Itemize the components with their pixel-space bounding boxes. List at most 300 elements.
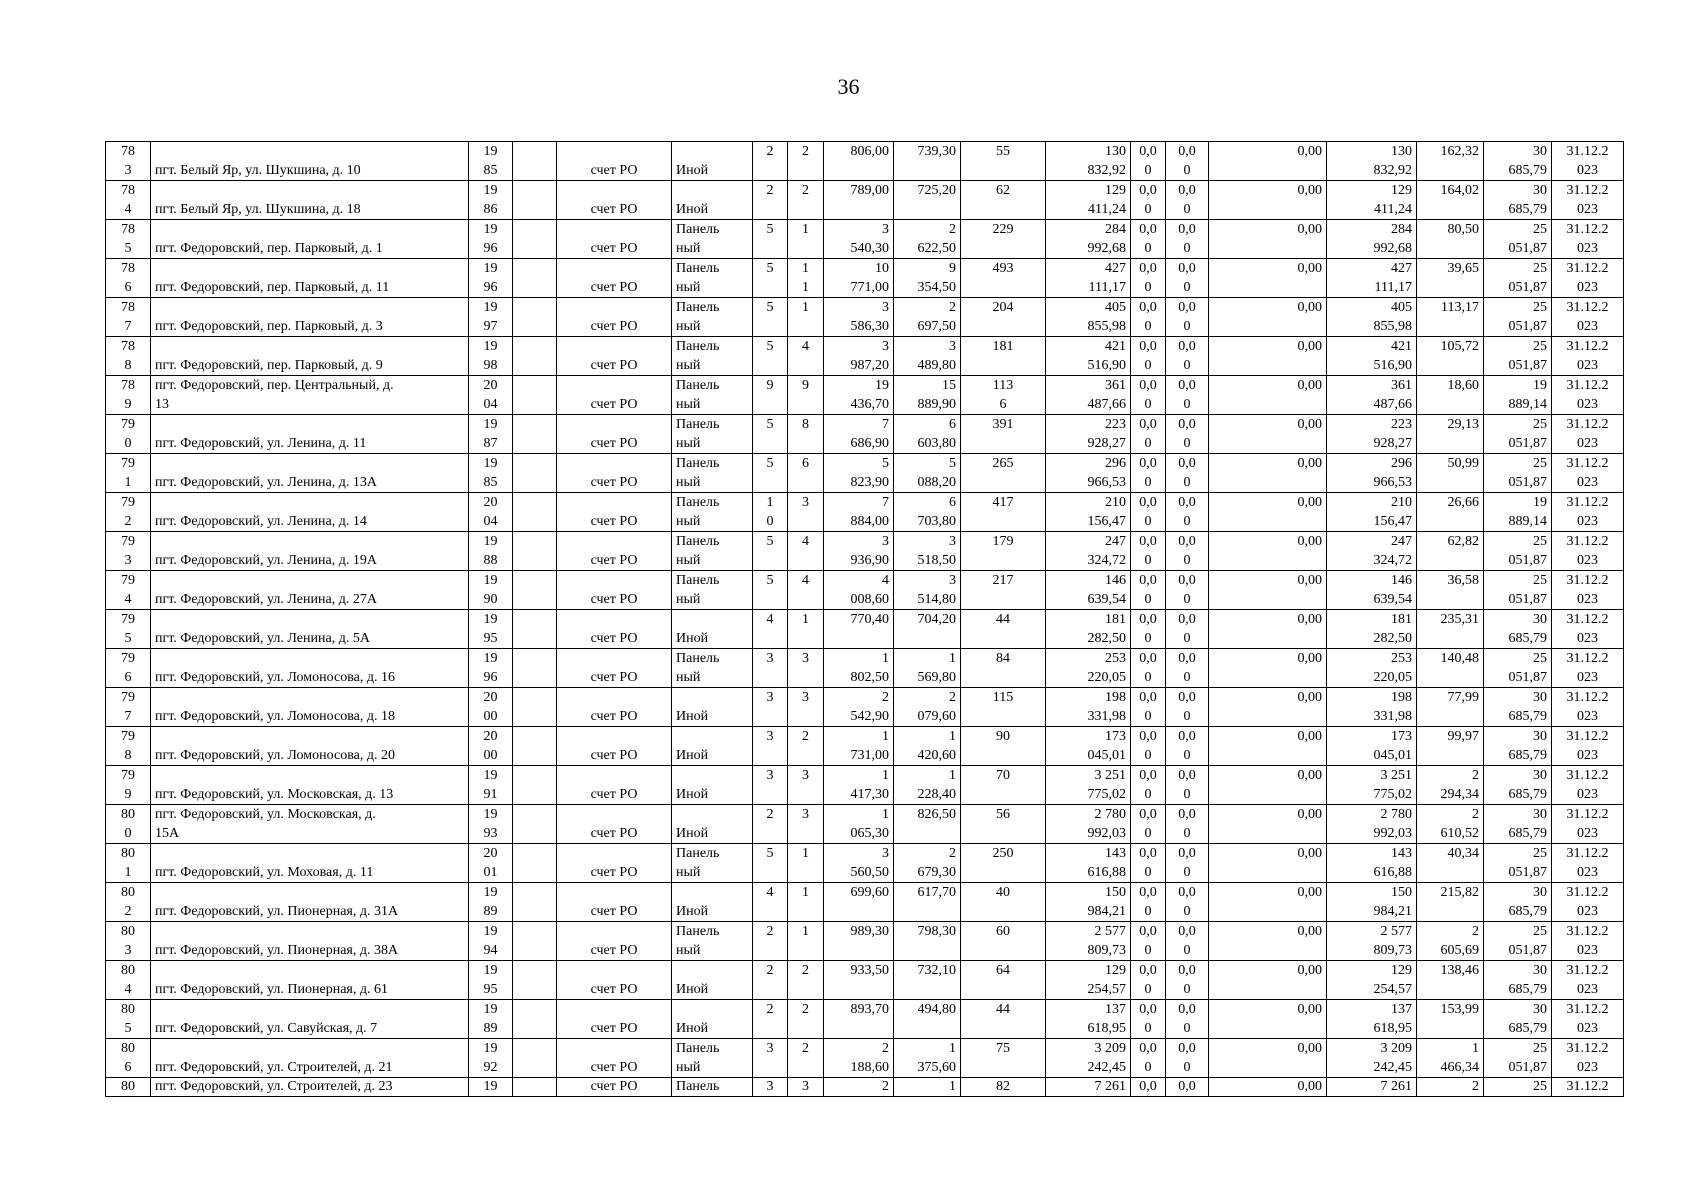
cell-cost: 3 209 242,45 <box>1046 1039 1131 1078</box>
cell-cell-a: 0,0 0 <box>1131 142 1166 181</box>
cell-floors: 9 <box>753 376 788 415</box>
cell-cell-c: 0,00 <box>1209 922 1327 961</box>
cell-limit-cost: 30 685,79 <box>1484 1000 1552 1039</box>
table-row <box>106 493 1624 532</box>
cell-unit-cost: 77,99 <box>1417 688 1484 727</box>
cell-residents: 217 <box>961 571 1046 610</box>
cell-total-area: 1 802,50 <box>824 649 894 688</box>
cell-residents: 493 <box>961 259 1046 298</box>
cell-unit-cost: 2 <box>1417 1078 1484 1097</box>
cell-wall-material: Иной <box>672 766 753 805</box>
cell-living-area: 6 703,80 <box>894 493 961 532</box>
cell-limit-cost: 25 <box>1484 1078 1552 1097</box>
cell-wall-material: Панель ный <box>672 844 753 883</box>
cell-entrances: 4 <box>788 532 824 571</box>
cell-cell-c: 0,00 <box>1209 337 1327 376</box>
cell-total-cost: 137 618,95 <box>1327 1000 1417 1039</box>
cell-empty-cell <box>513 337 557 376</box>
cell-deadline: 31.12.2 023 <box>1552 610 1624 649</box>
cell-unit-cost: 2 605,69 <box>1417 922 1484 961</box>
cell-unit-cost: 2 294,34 <box>1417 766 1484 805</box>
table-row <box>106 688 1624 727</box>
cell-account-type: счет РО <box>557 298 672 337</box>
cell-living-area: 739,30 <box>894 142 961 181</box>
cell-cell-a: 0,0 0 <box>1131 805 1166 844</box>
cell-empty-cell <box>513 181 557 220</box>
cell-year: 20 01 <box>469 844 513 883</box>
cell-living-area: 9 354,50 <box>894 259 961 298</box>
cell-floors: 3 <box>753 766 788 805</box>
cell-floors: 4 <box>753 610 788 649</box>
cell-cost: 146 639,54 <box>1046 571 1131 610</box>
cell-cost: 284 992,68 <box>1046 220 1131 259</box>
cell-total-area: 789,00 <box>824 181 894 220</box>
cell-floors: 5 <box>753 298 788 337</box>
cell-total-area: 893,70 <box>824 1000 894 1039</box>
cell-row-number: 78 7 <box>106 298 151 337</box>
cell-total-cost: 2 780 992,03 <box>1327 805 1417 844</box>
cell-cell-a: 0,0 0 <box>1131 415 1166 454</box>
cell-cell-a: 0,0 <box>1131 1078 1166 1097</box>
cell-total-area: 989,30 <box>824 922 894 961</box>
cell-limit-cost: 30 685,79 <box>1484 688 1552 727</box>
cell-unit-cost: 26,66 <box>1417 493 1484 532</box>
cell-living-area: 6 603,80 <box>894 415 961 454</box>
cell-empty-cell <box>513 1039 557 1078</box>
cell-entrances: 2 <box>788 181 824 220</box>
cell-cell-c: 0,00 <box>1209 376 1327 415</box>
cell-entrances: 2 <box>788 961 824 1000</box>
cell-empty-cell <box>513 805 557 844</box>
table-row-partial <box>106 1078 1624 1097</box>
cell-cost: 198 331,98 <box>1046 688 1131 727</box>
cell-year: 19 94 <box>469 922 513 961</box>
cell-residents: 181 <box>961 337 1046 376</box>
cell-address: пгт. Федоровский, ул. Ломоносова, д. 20 <box>151 727 469 766</box>
cell-unit-cost: 153,99 <box>1417 1000 1484 1039</box>
cell-year: 20 04 <box>469 493 513 532</box>
cell-limit-cost: 30 685,79 <box>1484 961 1552 1000</box>
cell-floors: 5 <box>753 337 788 376</box>
cell-address: пгт. Федоровский, ул. Ленина, д. 14 <box>151 493 469 532</box>
cell-wall-material: Панель ный <box>672 337 753 376</box>
cell-cell-a: 0,0 0 <box>1131 220 1166 259</box>
cell-account-type: счет РО <box>557 532 672 571</box>
cell-empty-cell <box>513 493 557 532</box>
cell-year: 19 88 <box>469 532 513 571</box>
cell-row-number: 80 4 <box>106 961 151 1000</box>
cell-cell-c: 0,00 <box>1209 259 1327 298</box>
cell-row-number: 80 0 <box>106 805 151 844</box>
cell-floors: 3 <box>753 688 788 727</box>
cell-empty-cell <box>513 376 557 415</box>
cell-entrances: 4 <box>788 337 824 376</box>
cell-limit-cost: 30 685,79 <box>1484 883 1552 922</box>
cell-address: пгт. Федоровский, ул. Пионерная, д. 61 <box>151 961 469 1000</box>
cell-cell-c: 0,00 <box>1209 142 1327 181</box>
cell-deadline: 31.12.2 023 <box>1552 181 1624 220</box>
cell-row-number: 79 1 <box>106 454 151 493</box>
table-row <box>106 142 1624 181</box>
table-row <box>106 376 1624 415</box>
cell-limit-cost: 19 889,14 <box>1484 376 1552 415</box>
cell-cell-a: 0,0 0 <box>1131 649 1166 688</box>
cell-empty-cell <box>513 1078 557 1097</box>
cell-wall-material: Иной <box>672 727 753 766</box>
cell-limit-cost: 25 051,87 <box>1484 220 1552 259</box>
cell-entrances: 8 <box>788 415 824 454</box>
cell-floors: 4 <box>753 883 788 922</box>
cell-deadline: 31.12.2 <box>1552 1078 1624 1097</box>
cell-residents: 44 <box>961 1000 1046 1039</box>
cell-unit-cost: 18,60 <box>1417 376 1484 415</box>
cell-unit-cost: 113,17 <box>1417 298 1484 337</box>
cell-address: пгт. Федоровский, ул. Савуйская, д. 7 <box>151 1000 469 1039</box>
cell-address: пгт. Федоровский, ул. Пионерная, д. 31А <box>151 883 469 922</box>
cell-living-area: 798,30 <box>894 922 961 961</box>
cell-entrances: 1 <box>788 883 824 922</box>
cell-year: 19 93 <box>469 805 513 844</box>
cell-unit-cost: 80,50 <box>1417 220 1484 259</box>
cell-total-cost: 173 045,01 <box>1327 727 1417 766</box>
cell-living-area: 15 889,90 <box>894 376 961 415</box>
cell-residents: 44 <box>961 610 1046 649</box>
cell-deadline: 31.12.2 023 <box>1552 298 1624 337</box>
cell-cost: 361 487,66 <box>1046 376 1131 415</box>
cell-cell-b: 0,0 0 <box>1166 337 1209 376</box>
cell-limit-cost: 25 051,87 <box>1484 337 1552 376</box>
cell-empty-cell <box>513 688 557 727</box>
cell-cell-c: 0,00 <box>1209 961 1327 1000</box>
table-row <box>106 1039 1624 1078</box>
cell-entrances: 1 <box>788 844 824 883</box>
cell-empty-cell <box>513 1000 557 1039</box>
cell-wall-material: Панель ный <box>672 493 753 532</box>
table-row <box>106 259 1624 298</box>
cell-deadline: 31.12.2 023 <box>1552 844 1624 883</box>
cell-deadline: 31.12.2 023 <box>1552 571 1624 610</box>
cell-wall-material: Панель ный <box>672 571 753 610</box>
cell-residents: 84 <box>961 649 1046 688</box>
cell-row-number: 79 7 <box>106 688 151 727</box>
cell-total-area: 933,50 <box>824 961 894 1000</box>
cell-empty-cell <box>513 259 557 298</box>
table-row <box>106 298 1624 337</box>
cell-account-type: счет РО <box>557 220 672 259</box>
cell-total-area: 7 884,00 <box>824 493 894 532</box>
cell-residents: 40 <box>961 883 1046 922</box>
cell-living-area: 3 518,50 <box>894 532 961 571</box>
cell-wall-material: Иной <box>672 142 753 181</box>
cell-wall-material: Иной <box>672 805 753 844</box>
cell-living-area: 2 679,30 <box>894 844 961 883</box>
cell-total-cost: 146 639,54 <box>1327 571 1417 610</box>
cell-cell-a: 0,0 0 <box>1131 181 1166 220</box>
cell-floors: 5 <box>753 220 788 259</box>
cell-total-area: 1 731,00 <box>824 727 894 766</box>
cell-floors: 5 <box>753 259 788 298</box>
cell-cell-c: 0,00 <box>1209 649 1327 688</box>
cell-row-number: 80 5 <box>106 1000 151 1039</box>
cell-wall-material: Панель ный <box>672 532 753 571</box>
cell-cost: 181 282,50 <box>1046 610 1131 649</box>
cell-cost: 150 984,21 <box>1046 883 1131 922</box>
cell-wall-material: Иной <box>672 688 753 727</box>
cell-unit-cost: 162,32 <box>1417 142 1484 181</box>
cell-cell-a: 0,0 0 <box>1131 727 1166 766</box>
cell-row-number: 79 0 <box>106 415 151 454</box>
cell-total-cost: 129 411,24 <box>1327 181 1417 220</box>
cell-empty-cell <box>513 844 557 883</box>
cell-cost: 2 780 992,03 <box>1046 805 1131 844</box>
cell-year: 19 95 <box>469 961 513 1000</box>
cell-row-number: 78 4 <box>106 181 151 220</box>
cell-cell-a: 0,0 0 <box>1131 259 1166 298</box>
cell-year: 19 97 <box>469 298 513 337</box>
cell-row-number: 78 9 <box>106 376 151 415</box>
cell-empty-cell <box>513 415 557 454</box>
cell-cost: 247 324,72 <box>1046 532 1131 571</box>
cell-empty-cell <box>513 766 557 805</box>
cell-entrances: 2 <box>788 727 824 766</box>
cell-cell-b: 0,0 0 <box>1166 532 1209 571</box>
cell-total-cost: 427 111,17 <box>1327 259 1417 298</box>
cell-row-number: 78 3 <box>106 142 151 181</box>
cell-cell-b: 0,0 0 <box>1166 181 1209 220</box>
cell-empty-cell <box>513 883 557 922</box>
cell-cell-c: 0,00 <box>1209 298 1327 337</box>
cell-living-area: 1 <box>894 1078 961 1097</box>
cell-deadline: 31.12.2 023 <box>1552 1000 1624 1039</box>
cell-empty-cell <box>513 649 557 688</box>
table-row <box>106 337 1624 376</box>
cell-wall-material: Панель ный <box>672 259 753 298</box>
cell-total-cost: 210 156,47 <box>1327 493 1417 532</box>
table-row <box>106 571 1624 610</box>
cell-total-area: 4 008,60 <box>824 571 894 610</box>
cell-entrances: 1 <box>788 610 824 649</box>
cell-account-type: счет РО <box>557 1078 672 1097</box>
cell-empty-cell <box>513 610 557 649</box>
cell-address: пгт. Федоровский, ул. Строителей, д. 21 <box>151 1039 469 1078</box>
cell-cell-c: 0,00 <box>1209 1039 1327 1078</box>
cell-cell-c: 0,00 <box>1209 688 1327 727</box>
cell-total-cost: 3 251 775,02 <box>1327 766 1417 805</box>
cell-year: 19 95 <box>469 610 513 649</box>
cell-total-cost: 150 984,21 <box>1327 883 1417 922</box>
cell-row-number: 80 6 <box>106 1039 151 1078</box>
cell-floors: 2 <box>753 922 788 961</box>
cell-unit-cost: 50,99 <box>1417 454 1484 493</box>
cell-total-area: 2 188,60 <box>824 1039 894 1078</box>
cell-cell-c: 0,00 <box>1209 610 1327 649</box>
cell-cell-b: 0,0 0 <box>1166 454 1209 493</box>
cell-floors: 5 <box>753 532 788 571</box>
cell-address: пгт. Федоровский, ул. Ленина, д. 5А <box>151 610 469 649</box>
cell-floors: 5 <box>753 844 788 883</box>
cell-total-cost: 253 220,05 <box>1327 649 1417 688</box>
cell-unit-cost: 39,65 <box>1417 259 1484 298</box>
cell-unit-cost: 235,31 <box>1417 610 1484 649</box>
cell-year: 19 86 <box>469 181 513 220</box>
cell-total-area: 5 823,90 <box>824 454 894 493</box>
cell-entrances: 2 <box>788 1039 824 1078</box>
cell-limit-cost: 30 685,79 <box>1484 142 1552 181</box>
cell-account-type: счет РО <box>557 493 672 532</box>
cell-row-number: 79 2 <box>106 493 151 532</box>
cell-empty-cell <box>513 298 557 337</box>
cell-account-type: счет РО <box>557 727 672 766</box>
cell-cell-b: 0,0 0 <box>1166 649 1209 688</box>
cell-cost: 130 832,92 <box>1046 142 1131 181</box>
cell-row-number: 80 <box>106 1078 151 1097</box>
cell-floors: 2 <box>753 181 788 220</box>
cell-entrances: 2 <box>788 1000 824 1039</box>
cell-residents: 62 <box>961 181 1046 220</box>
cell-cell-c: 0,00 <box>1209 805 1327 844</box>
cell-empty-cell <box>513 961 557 1000</box>
cell-cell-c: 0,00 <box>1209 181 1327 220</box>
cell-deadline: 31.12.2 023 <box>1552 961 1624 1000</box>
cell-residents: 250 <box>961 844 1046 883</box>
cell-cell-b: 0,0 0 <box>1166 844 1209 883</box>
cell-total-area: 770,40 <box>824 610 894 649</box>
cell-address: пгт. Федоровский, ул. Ломоносова, д. 18 <box>151 688 469 727</box>
cell-total-cost: 247 324,72 <box>1327 532 1417 571</box>
cell-row-number: 80 3 <box>106 922 151 961</box>
cell-limit-cost: 30 685,79 <box>1484 805 1552 844</box>
cell-cell-a: 0,0 0 <box>1131 844 1166 883</box>
cell-total-cost: 2 577 809,73 <box>1327 922 1417 961</box>
cell-cell-c: 0,00 <box>1209 844 1327 883</box>
cell-account-type: счет РО <box>557 961 672 1000</box>
cell-row-number: 79 5 <box>106 610 151 649</box>
cell-year: 20 00 <box>469 688 513 727</box>
cell-account-type: счет РО <box>557 181 672 220</box>
cell-entrances: 3 <box>788 805 824 844</box>
cell-deadline: 31.12.2 023 <box>1552 259 1624 298</box>
cell-floors: 3 <box>753 1078 788 1097</box>
cell-total-cost: 130 832,92 <box>1327 142 1417 181</box>
cell-limit-cost: 30 685,79 <box>1484 181 1552 220</box>
cell-cell-b: 0,0 0 <box>1166 571 1209 610</box>
cell-cell-c: 0,00 <box>1209 220 1327 259</box>
cell-residents: 56 <box>961 805 1046 844</box>
cell-account-type: счет РО <box>557 415 672 454</box>
table-row <box>106 1000 1624 1039</box>
cell-deadline: 31.12.2 023 <box>1552 1039 1624 1078</box>
cell-deadline: 31.12.2 023 <box>1552 376 1624 415</box>
cell-residents: 60 <box>961 922 1046 961</box>
cell-deadline: 31.12.2 023 <box>1552 688 1624 727</box>
cell-unit-cost: 140,48 <box>1417 649 1484 688</box>
cell-residents: 115 <box>961 688 1046 727</box>
cell-living-area: 617,70 <box>894 883 961 922</box>
cell-residents: 113 6 <box>961 376 1046 415</box>
cell-total-area: 3 540,30 <box>824 220 894 259</box>
cell-row-number: 79 3 <box>106 532 151 571</box>
cell-total-area: 3 560,50 <box>824 844 894 883</box>
cell-address: пгт. Федоровский, пер. Парковый, д. 3 <box>151 298 469 337</box>
cell-entrances: 3 <box>788 649 824 688</box>
cell-living-area: 1 375,60 <box>894 1039 961 1078</box>
cell-living-area: 1 228,40 <box>894 766 961 805</box>
cell-address: пгт. Федоровский, ул. Ленина, д. 19А <box>151 532 469 571</box>
cell-limit-cost: 30 685,79 <box>1484 766 1552 805</box>
cell-deadline: 31.12.2 023 <box>1552 766 1624 805</box>
cell-empty-cell <box>513 922 557 961</box>
cell-residents: 70 <box>961 766 1046 805</box>
cell-row-number: 79 4 <box>106 571 151 610</box>
cell-total-area: 3 987,20 <box>824 337 894 376</box>
cell-cell-b: 0,0 0 <box>1166 922 1209 961</box>
cell-cell-c: 0,00 <box>1209 454 1327 493</box>
cell-deadline: 31.12.2 023 <box>1552 883 1624 922</box>
cell-cell-a: 0,0 0 <box>1131 493 1166 532</box>
cell-unit-cost: 215,82 <box>1417 883 1484 922</box>
cell-year: 19 96 <box>469 649 513 688</box>
cell-living-area: 5 088,20 <box>894 454 961 493</box>
cell-empty-cell <box>513 571 557 610</box>
cell-wall-material: Панель ный <box>672 649 753 688</box>
cell-floors: 2 <box>753 1000 788 1039</box>
cell-total-area: 19 436,70 <box>824 376 894 415</box>
cell-cost: 7 261 <box>1046 1078 1131 1097</box>
cell-cell-a: 0,0 0 <box>1131 883 1166 922</box>
cell-cell-b: 0,0 0 <box>1166 415 1209 454</box>
cell-deadline: 31.12.2 023 <box>1552 454 1624 493</box>
cell-entrances: 1 1 <box>788 259 824 298</box>
cell-cell-c: 0,00 <box>1209 883 1327 922</box>
buildings-table <box>105 141 1624 1097</box>
cell-deadline: 31.12.2 023 <box>1552 727 1624 766</box>
cell-cost: 129 254,57 <box>1046 961 1131 1000</box>
cell-cost: 143 616,88 <box>1046 844 1131 883</box>
cell-row-number: 79 9 <box>106 766 151 805</box>
cell-cell-c: 0,00 <box>1209 1000 1327 1039</box>
cell-living-area: 826,50 <box>894 805 961 844</box>
cell-deadline: 31.12.2 023 <box>1552 493 1624 532</box>
cell-total-area: 3 936,90 <box>824 532 894 571</box>
cell-total-area: 806,00 <box>824 142 894 181</box>
cell-cost: 210 156,47 <box>1046 493 1131 532</box>
table-row <box>106 454 1624 493</box>
cell-wall-material: Иной <box>672 961 753 1000</box>
cell-account-type: счет РО <box>557 1039 672 1078</box>
table-row <box>106 532 1624 571</box>
table-row <box>106 415 1624 454</box>
cell-entrances: 1 <box>788 298 824 337</box>
cell-account-type: счет РО <box>557 844 672 883</box>
cell-total-area: 10 771,00 <box>824 259 894 298</box>
cell-cell-c: 0,00 <box>1209 493 1327 532</box>
cell-empty-cell <box>513 454 557 493</box>
cell-address: пгт. Федоровский, пер. Парковый, д. 1 <box>151 220 469 259</box>
cell-account-type: счет РО <box>557 649 672 688</box>
cell-year: 19 87 <box>469 415 513 454</box>
cell-cost: 253 220,05 <box>1046 649 1131 688</box>
cell-unit-cost: 164,02 <box>1417 181 1484 220</box>
cell-residents: 391 <box>961 415 1046 454</box>
cell-entrances: 1 <box>788 922 824 961</box>
cell-cell-b: 0,0 0 <box>1166 883 1209 922</box>
cell-residents: 64 <box>961 961 1046 1000</box>
cell-deadline: 31.12.2 023 <box>1552 142 1624 181</box>
cell-deadline: 31.12.2 023 <box>1552 220 1624 259</box>
table-row <box>106 805 1624 844</box>
cell-cell-a: 0,0 0 <box>1131 1039 1166 1078</box>
cell-cell-c: 0,00 <box>1209 766 1327 805</box>
